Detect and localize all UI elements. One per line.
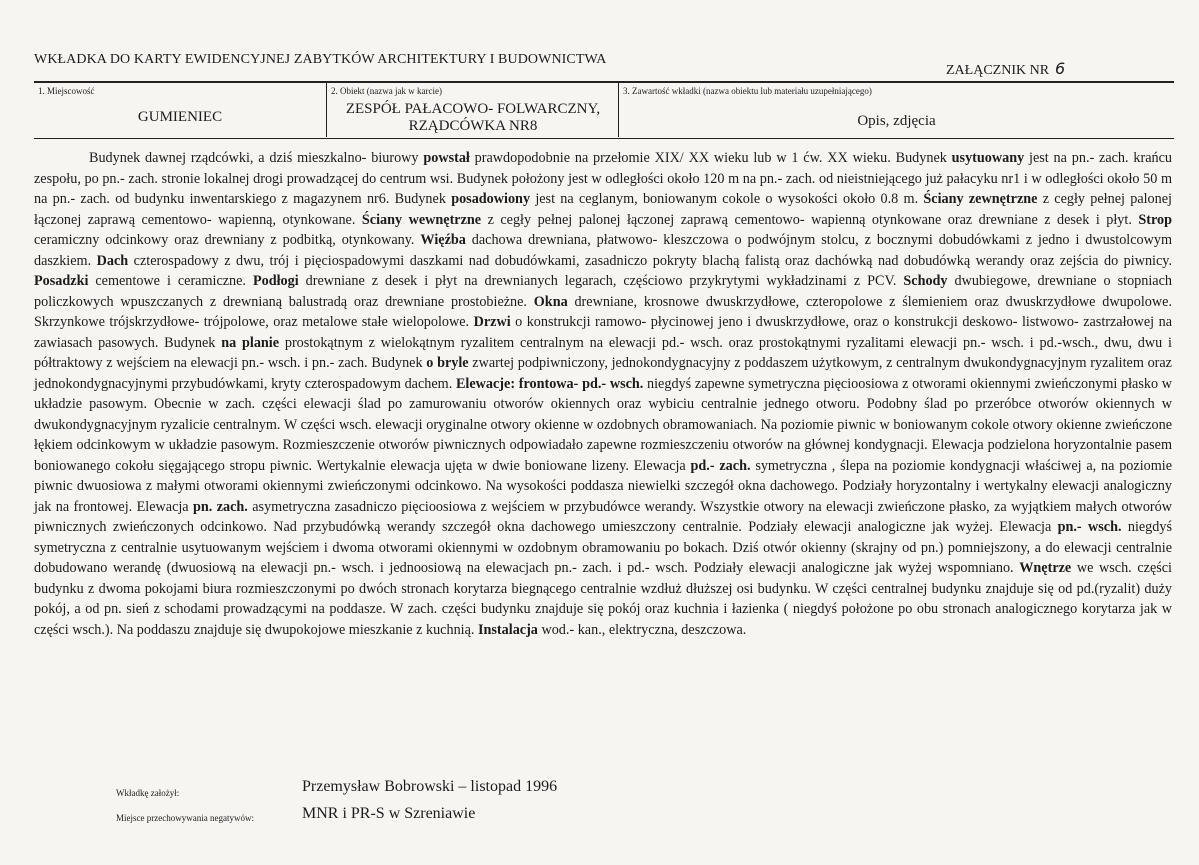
bold-term: Wnętrze bbox=[1019, 560, 1072, 576]
bold-term: Schody bbox=[903, 273, 948, 289]
text-run: Budynek dawnej rządcówki, a dziś mieszkalno- biurowy bbox=[89, 150, 424, 166]
text-run: o konstrukcji ramowo- płycinowej jeno i dwuskrzydłowe, oraz o konstrukcji deskowo- listwowo- zastrzałowej na zawiasach pasowych. Budynek bbox=[34, 314, 1172, 351]
author-label: Wkładkę założył: bbox=[116, 788, 180, 798]
text-run: dachowa drewniana, płatwowo- kleszczowa o podwójnym stolcu, z bocznymi dobudówkami z jedno i dwustolcowym daszkiem. bbox=[34, 232, 1172, 269]
text-run: prawdopodobnie na przełomie XIX/ XX wieku lub w 1 ćw. XX wieku. Budynek bbox=[469, 150, 952, 166]
text-run: symetryczna , ślepa na poziomie kondygnacji właściwej a, na poziomie piwnic dwuosiowa z małymi otworami okiennymi zwieńczonymi odcinkowo. Na wysokości poddasza niewielki szczegół okna dachowego. Podziały horyzontalny i wertykalny elewacji analogiczny jak na frontowej. Elewacja bbox=[34, 457, 1172, 515]
content-value: Opis, zdjęcia bbox=[857, 113, 936, 129]
bold-term: Ściany zewnętrzne bbox=[923, 191, 1038, 207]
negatives-value: MNR i PR-S w Szreniawie bbox=[302, 805, 476, 822]
document-title: WKŁADKA DO KARTY EWIDENCYJNEJ ZABYTKÓW ARCHITEKTURY I BUDOWNICTWA bbox=[34, 52, 607, 67]
content-label: 3. Zawartość wkładki (nazwa obiektu lub materiału uzupełniającego) bbox=[623, 86, 872, 96]
bold-term: Strop bbox=[1138, 211, 1172, 228]
text-run: jest na pn.- zach. krańcu zespołu, po pn.- zach. stronie lokalnej drogi prowadzącej do centrum wsi. Budynek położony jest w odległości około 120 m na pn.- zach. od nieistniejącego już pałacyku nr1 i w odległości około 50 m na pn.- zach. od budynku inwentarskiego z magazynem nr6. Budynek bbox=[34, 150, 1172, 207]
locality-cell bbox=[34, 83, 326, 137]
text-run: drewniane z desek i płyt na drewnianych legarach, częściowo przykrytymi wykładzinami z PCV. bbox=[298, 273, 904, 289]
bold-term: pd.- zach. bbox=[690, 457, 751, 474]
bold-term: Okna bbox=[533, 293, 568, 310]
bold-term: usytuowany bbox=[951, 150, 1025, 166]
bold-term: pn. zach. bbox=[193, 498, 248, 515]
header-bottom-rule bbox=[34, 138, 1174, 139]
text-run: zwartej podpiwniczony, jednokondygnacyjny z poddaszem użytkowym, z centralnym dwukondygnacyjnym ryzalitem oraz jednokondygnacyjnymi przybudówkami, kryty czterospadowym dachem. bbox=[34, 355, 1172, 392]
bold-term: Podłogi bbox=[252, 273, 299, 289]
text-run: z cegły pełnej palonej łączonej zaprawą cementowo- wapienną, otynkowane. bbox=[34, 191, 1172, 228]
object-label: 2. Obiekt (nazwa jak w karcie) bbox=[331, 86, 442, 96]
annex-number: 6 bbox=[1055, 59, 1066, 78]
object-cell bbox=[326, 83, 619, 137]
text-run: ceramiczny odcinkowy oraz drewniany z podbitką, otynkowany. bbox=[34, 232, 421, 248]
bold-term: Więźba bbox=[420, 232, 466, 248]
text-run: z cegły pełnej palonej łączonej zaprawą cementowo- wapienną otynkowane oraz drewniane z desek i płyt. bbox=[481, 211, 1139, 228]
bold-term: powstał bbox=[423, 150, 470, 166]
bold-term: posadowiony bbox=[451, 191, 531, 207]
bold-term: Drzwi bbox=[473, 314, 511, 330]
negatives-label: Miejsce przechowywania negatywów: bbox=[116, 813, 254, 823]
object-value-line2: RZĄDCÓWKA NR8 bbox=[408, 118, 538, 134]
locality-label: 1. Miejscowość bbox=[38, 86, 95, 96]
text-run: prostokątnym z wielokątnym ryzalitem centralnym na elewacji pd.- wsch. oraz prostokątnymi ryzalitami elewacji pn.- wsch. i pd.-wsch., dwu, dwu i półtraktowy z wejściem na elewacji pn.- wsch. i pn.- zach. Budynek bbox=[34, 334, 1172, 371]
text-run: drewniane, krosnowe dwuskrzydłowe, czteropolowe z ślemieniem oraz dwuskrzydłowe dwupolowe. Skrzynkowe trójskrzydłowe- trójpolowe, oraz metalowe stałe wielopolowe. bbox=[34, 293, 1172, 330]
bold-term: Ściany wewnętrzne bbox=[361, 211, 482, 228]
text-run: jest na ceglanym, boniowanym cokole o wysokości około 0.8 m. bbox=[530, 191, 924, 207]
locality-value: GUMIENIEC bbox=[137, 109, 223, 125]
object-value bbox=[327, 101, 619, 135]
bold-term: Dach bbox=[96, 252, 129, 269]
content-cell bbox=[618, 83, 1174, 137]
bold-term: pn.- wsch. bbox=[1057, 519, 1122, 535]
bold-term: Elewacje: frontowa- pd.- wsch. bbox=[455, 375, 644, 392]
text-run: we wsch. części budynku z dwoma pokojami biura rozmieszczonymi po dwóch stronach korytarza biegnącego centralnie wzdłuż dłuższej osi budynku. W części centralnej budynku znajduje się od pd.(ryzalit) duży pokój, a od pn. sień z schodami prowadzącymi na poddasze. W zach. części budynku znajduje się pokój oraz kuchnia i łazienka ( niegdyś położone po obu stronach analogicznego korytarza jak w części wsch.). Na poddaszu znajduje się dwupokojowe mieszkanie z kuchnią. bbox=[34, 560, 1172, 638]
author-value: Przemysław Bobrowski – listopad 1996 bbox=[302, 778, 558, 795]
text-run: wod.- kan., elektryczna, deszczowa. bbox=[537, 621, 747, 638]
text-run: niegdyś zapewne symetryczna pięcioosiowa z otworami okiennymi zwieńczonymi płasko w układzie pasowym. Obecnie w zach. części elewacji ślad po zamurowaniu otworów okiennych oraz wybiciu centralnie jednego otworu. Podobny ślad po przeróbce otworów okiennych w dwukondygnacyjnym ryzalicie centralnym. W części wsch. elewacji oryginalne otwory okienne w ozdobnych obramowaniach. Na poziomie piwnic w boniowanym cokole otwory okienne zwieńczone łękiem odcinkowym w układzie pasowym. Rozmieszczenie otworów piwnicznych odpowiadało zapewne rozmieszczeniu otworów na głównej kondygnacji. Elewacja podzielona horyzontalnie pasem boniowanego cokołu sięgającego stropu piwnic. Wertykalnie elewacja ujęta w dwie boniowane lizeny. Elewacja bbox=[34, 375, 1172, 474]
text-run: asymetryczna zasadniczo pięcioosiowa z wejściem w przybudówce werandy. Wszystkie otwory na elewacji zwieńczone płasko, za wyjątkiem małych otworów piwnicznych zwieńczonych odcinkowo. Nad przybudówką werandy szczegół okna dachowego umieszczony centralnie. Podziały elewacji analogiczne jak wyżej. Elewacja bbox=[34, 498, 1172, 535]
bold-term: Posadzki bbox=[34, 273, 89, 289]
bold-term: Instalacja bbox=[478, 621, 538, 638]
text-run: dwubiegowe, drewniane o stopniach policzkowych wpuszczanych z drewnianą balustradą oraz drewniane prostobieżne. bbox=[34, 273, 1172, 310]
object-value-line1: ZESPÓŁ PAŁACOWO- FOLWARCZNY, bbox=[345, 101, 601, 117]
text-run: niegdyś symetryczna z centralnie usytuowanym wejściem i dwoma otworami okiennymi w ozdobnym obramowaniu po bokach. Dziś otwór okienny (skrajny od pn.) pomniejszony, a do elewacji centralnie dobudowano werandę (dwuosiową na elewacji pn.- wsch. i jednoosiową na elewacjach pn.- zach. i pd.- wsch. Podziały elewacji analogiczne jak wyżej wspomniano. bbox=[34, 519, 1172, 576]
bold-term: na planie bbox=[221, 334, 280, 351]
text-run: czterospadowy z dwu, trój i pięciospadowymi daszkami nad dobudówkami, zasadniczo pokryty blachą falistą oraz dachówką nad dobudówką werandy oraz zejścia do piwnicy. bbox=[128, 252, 1172, 269]
annex-label bbox=[946, 59, 1065, 79]
bold-term: o bryle bbox=[426, 355, 469, 371]
annex-label-text: ZAŁĄCZNIK NR bbox=[946, 63, 1050, 78]
description-text bbox=[34, 148, 1172, 640]
text-run: cementowe i ceramiczne. bbox=[88, 273, 253, 289]
